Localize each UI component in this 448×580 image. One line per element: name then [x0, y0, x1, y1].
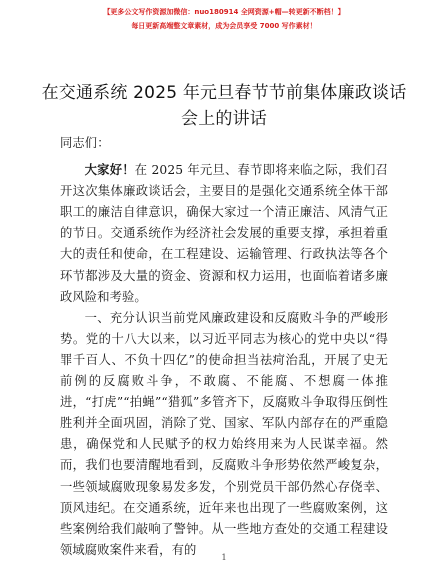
page-number: 1 [221, 553, 227, 562]
paragraph-1-text: 在 2025 年元旦、春节即将来临之际，我们召开这次集体廉政谈话会，主要目的是强化交通系统全体干部职工的廉洁自律意识，确保大家过一个清正廉洁、风清气正的节日。交通系统作为经济社会发展的重要支撑，承担着重大的责任和使命，在工程建设、运输管理、行政执法等各个环节都涉及大量的资金、资源和权力运用，也面临着诸多廉政风险和考验。 [60, 163, 388, 304]
promo-banner-line-1: 【更多公文写作资源加微信：nuo180914 全网资源+帽—转更新不断档！】 [103, 8, 345, 16]
greeting: 同志们： [60, 136, 110, 150]
paragraph-1 [60, 159, 388, 308]
paragraph-1-lead: 大家好！ [84, 162, 135, 178]
document-title: 在交通系统 2025 年元旦春节节前集体廉政谈话会上的讲话 [41, 83, 407, 129]
document-body [60, 133, 388, 561]
promo-banner [0, 6, 448, 32]
promo-banner-line-2: 每日更新高端整文章素材，成为会员享受 7000 写作素材！ [131, 22, 317, 30]
paragraph-2: 一、充分认识当前党风廉政建设和反腐败斗争的严峻形势。党的十八大以来，以习近平同志为核心的党中央以“得罪千百人、不负十四亿”的使命担当祛疴治乱，开展了史无前例的反腐败斗争，不敢腐、不能腐、不想腐一体推进，“打虎”“拍蝇”“猎狐”多管齐下，反腐败斗争取得压倒性胜利并全面巩固，消除了党、国家、军队内部存在的严重隐患，确保党和人民赋予的权力始终用来为人民谋幸福。然而，我们也要清醒地看到，反腐败斗争形势依然严峻复杂，一些领域腐败现象易发多发，个别党员干部仍然心存侥幸、顶风违纪。在交通系统，近年来也出现了一些腐败案例，这些案例给我们敲响了警钟。从一些地方查处的交通工程建设领域腐败案件来看，有的 [60, 310, 388, 557]
